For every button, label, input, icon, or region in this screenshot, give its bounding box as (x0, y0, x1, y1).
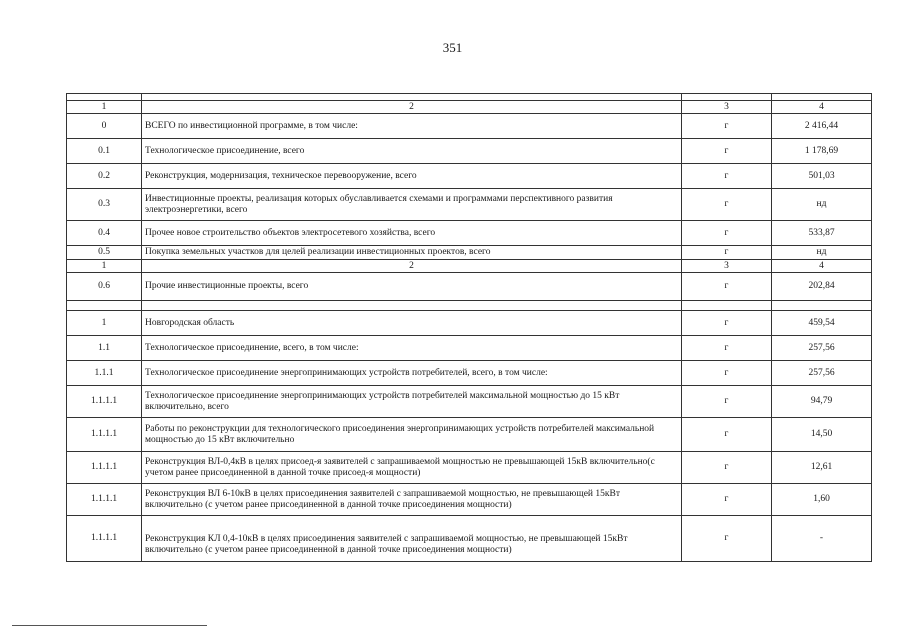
row-value: 202,84 (772, 273, 872, 301)
row-unit: г (682, 273, 772, 301)
row-unit: г (682, 221, 772, 246)
row-name: ВСЕГО по инвестиционной программе, в том числе: (142, 114, 682, 139)
table-row (67, 311, 872, 336)
row-unit: г (682, 189, 772, 221)
row-code: 1 (67, 311, 142, 336)
row-unit: г (682, 139, 772, 164)
row-unit: г (682, 336, 772, 361)
column-number: 3 (682, 260, 772, 273)
row-name: Технологическое присоединение, всего, в том числе: (142, 336, 682, 361)
row-name: Технологическое присоединение, всего (142, 139, 682, 164)
row-value: нд (772, 189, 872, 221)
table-row (67, 336, 872, 361)
row-name: Прочее новое строительство объектов электросетевого хозяйства, всего (142, 221, 682, 246)
row-value: нд (772, 246, 872, 260)
row-value: 2 416,44 (772, 114, 872, 139)
page-number: 351 (442, 40, 463, 55)
row-code: 0.2 (67, 164, 142, 189)
table-row (67, 246, 872, 260)
row-code: 0.1 (67, 139, 142, 164)
column-number-row (67, 260, 872, 273)
row-code: 1.1.1.1 (67, 484, 142, 516)
row-name: Реконструкция ВЛ 6-10кВ в целях присоединения заявителей с запрашиваемой мощностью, не превышающей 15кВт включительно (с учетом ранее присоединенной в данной точке присоединения мощности) (142, 484, 682, 516)
row-code: 0.3 (67, 189, 142, 221)
row-value: 14,50 (772, 418, 872, 452)
column-number: 3 (682, 101, 772, 114)
table-row (67, 139, 872, 164)
row-value: 12,61 (772, 452, 872, 484)
row-code: 1.1.1.1 (67, 418, 142, 452)
row-code: 1.1 (67, 336, 142, 361)
column-number: 1 (67, 260, 142, 273)
row-name: Работы по реконструкции для технологического присоединения энергопринимающих устройств потребителей максимальной мощностью до 15 кВт включительно (142, 418, 682, 452)
row-value: 459,54 (772, 311, 872, 336)
row-name: Покупка земельных участков для целей реализации инвестиционных проектов, всего (142, 246, 682, 260)
table-row (67, 189, 872, 221)
row-value: - (772, 516, 872, 562)
table-row (67, 516, 872, 562)
investment-program-table (66, 93, 872, 562)
table-row (67, 452, 872, 484)
row-name: Технологическое присоединение энергопринимающих устройств потребителей, всего, в том числе: (142, 361, 682, 386)
row-code: 0.6 (67, 273, 142, 301)
table-row (67, 361, 872, 386)
row-value: 94,79 (772, 386, 872, 418)
footnote-divider (12, 625, 207, 626)
row-unit: г (682, 418, 772, 452)
table-row (67, 221, 872, 246)
column-number: 2 (142, 260, 682, 273)
column-number: 2 (142, 101, 682, 114)
row-unit: г (682, 311, 772, 336)
row-name: Реконструкция ВЛ-0,4кВ в целях присоед-я заявителей с запрашиваемой мощностью не превышающей 15кВ включительно(с учетом ранее присоединенной в данной точке присоед-я мощности) (142, 452, 682, 484)
column-number: 4 (772, 101, 872, 114)
row-unit: г (682, 114, 772, 139)
row-value: 1 178,69 (772, 139, 872, 164)
row-value: 257,56 (772, 361, 872, 386)
row-code: 0 (67, 114, 142, 139)
row-code: 1.1.1.1 (67, 516, 142, 562)
table-top-blank-row (67, 94, 872, 101)
column-number: 4 (772, 260, 872, 273)
row-name: Реконструкция КЛ 0,4-10кВ в целях присоединения заявителей с запрашиваемой мощностью, не превышающей 15кВт включительно (с учетом ранее присоединенной в данной точке присоединения мощности) (142, 516, 682, 562)
row-unit: г (682, 164, 772, 189)
row-unit: г (682, 386, 772, 418)
column-number: 1 (67, 101, 142, 114)
row-name: Реконструкция, модернизация, техническое перевооружение, всего (142, 164, 682, 189)
row-value: 1,60 (772, 484, 872, 516)
row-code: 0.5 (67, 246, 142, 260)
table-row (67, 164, 872, 189)
row-unit: г (682, 484, 772, 516)
row-code: 1.1.1 (67, 361, 142, 386)
column-number-row (67, 101, 872, 114)
row-value: 257,56 (772, 336, 872, 361)
row-unit: г (682, 516, 772, 562)
row-unit: г (682, 361, 772, 386)
row-unit: г (682, 452, 772, 484)
row-code: 1.1.1.1 (67, 386, 142, 418)
row-name: Прочие инвестиционные проекты, всего (142, 273, 682, 301)
blank-separator-row (67, 301, 872, 311)
table-row (67, 386, 872, 418)
row-name: Новгородская область (142, 311, 682, 336)
table-row (67, 484, 872, 516)
table-row (67, 418, 872, 452)
row-name: Инвестиционные проекты, реализация которых обуславливается схемами и программами перспективного развития электроэнергетики, всего (142, 189, 682, 221)
table-row (67, 114, 872, 139)
row-value: 501,03 (772, 164, 872, 189)
table-row (67, 273, 872, 301)
row-unit: г (682, 246, 772, 260)
row-code: 1.1.1.1 (67, 452, 142, 484)
row-name: Технологическое присоединение энергопринимающих устройств потребителей максимальной мощностью до 15 кВт включительно, всего (142, 386, 682, 418)
row-value: 533,87 (772, 221, 872, 246)
row-code: 0.4 (67, 221, 142, 246)
